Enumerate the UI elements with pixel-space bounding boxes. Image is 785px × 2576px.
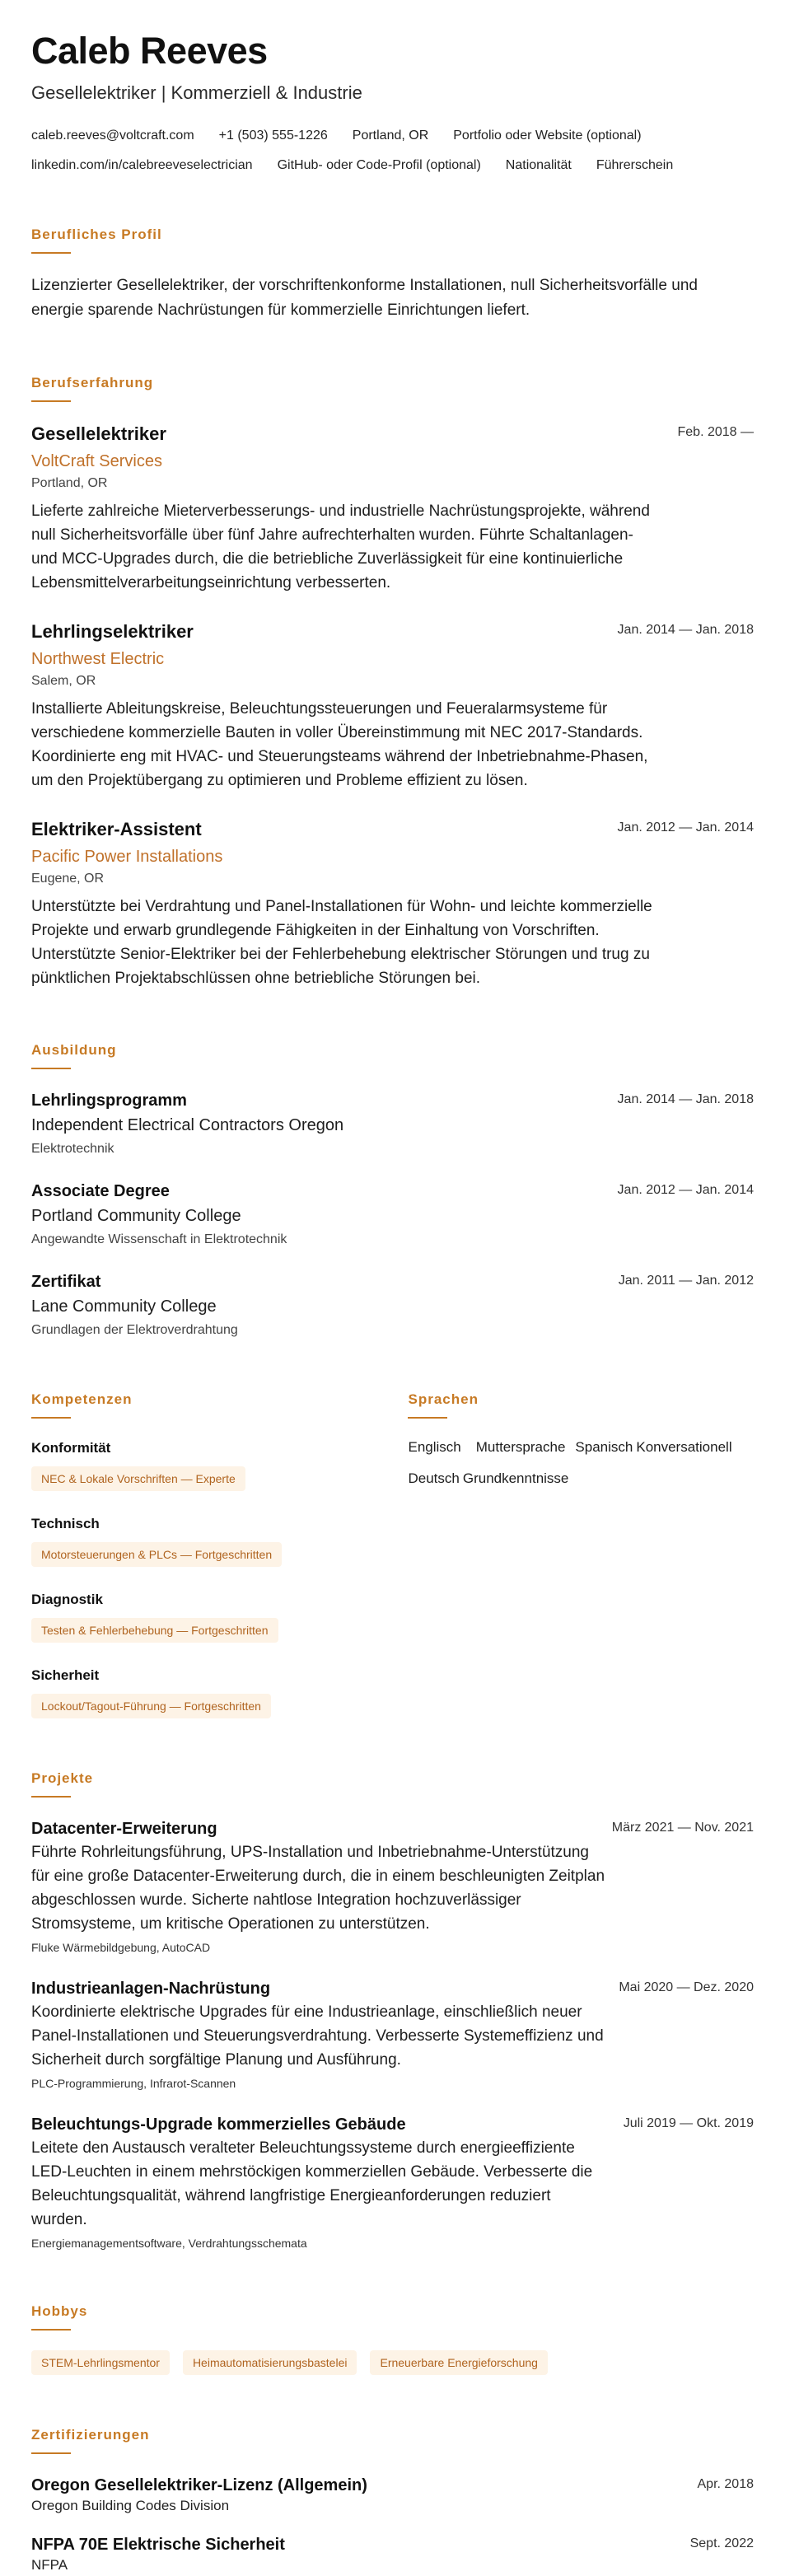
certification-date: Apr. 2018 <box>697 2477 754 2491</box>
experience-item <box>31 817 754 990</box>
language-level: Muttersprache <box>475 1439 566 1455</box>
certification-issuer: NFPA <box>31 2557 68 2573</box>
hobbies-section <box>31 2303 754 2375</box>
section-title: Ausbildung <box>31 1042 117 1058</box>
project-title: Datacenter-Erweiterung <box>31 1820 217 1838</box>
section-title: Zertifizierungen <box>31 2427 150 2443</box>
language-item <box>408 1470 568 1488</box>
resume-header <box>31 28 754 175</box>
job-title: Elektriker-Assistent <box>31 819 202 839</box>
contact-location: Portland, OR <box>352 129 429 143</box>
contact-email[interactable]: caleb.reeves@voltcraft.com <box>31 129 194 143</box>
project-description: Koordinierte elektrische Upgrades für eine Industrieanlage, einschließlich neuer Panel-Installationen und Steuerungsverdrahtung. Verbesserte Systemeffizienz und Sicherheit durch sorgfältige Planung und Ausführung. <box>31 2003 604 2069</box>
contact-github[interactable]: GitHub- oder Code-Profil (optional) <box>277 158 481 172</box>
school: Portland Community College <box>31 1207 241 1225</box>
degree: Zertifikat <box>31 1273 101 1291</box>
project-tools: Fluke Wärmebildgebung, AutoCAD <box>31 1941 211 1954</box>
certification-issuer: Oregon Building Codes Division <box>31 2498 230 2513</box>
candidate-headline: Gesellelektriker | Kommerziell & Industrie <box>31 82 362 103</box>
field-of-study: Elektrotechnik <box>31 1142 114 1156</box>
school: Lane Community College <box>31 1297 217 1316</box>
certification-item <box>31 2474 754 2515</box>
degree: Associate Degree <box>31 1182 170 1200</box>
candidate-name: Caleb Reeves <box>31 30 268 72</box>
contact-nationality: Nationalität <box>505 158 572 172</box>
certification-item <box>31 2533 754 2574</box>
hobby-list <box>31 2350 754 2375</box>
project-title: Beleuchtungs-Upgrade kommerzielles Gebäude <box>31 2115 406 2134</box>
skill-pill: NEC & Lokale Vorschriften — Experte <box>31 1466 245 1491</box>
contact-phone[interactable]: +1 (503) 555-1226 <box>218 129 328 143</box>
skill-pill: Motorsteuerungen & PLCs — Fortgeschritten <box>31 1542 282 1567</box>
section-title: Hobbys <box>31 2303 88 2319</box>
job-description: Unterstützte bei Verdrahtung und Panel-Installationen für Wohn- und leichte kommerzielle Projekte und erwarb grundlegende Fähigkeiten in der Einhaltung von Vorschriften. Unterstützte Senior-Elektriker bei der Fehlerbehebung elektrischer Störungen und trug zu pünktlichen Projektabschlüssen ohne betriebliche Störungen bei. <box>31 898 652 987</box>
skill-pill: Testen & Fehlerbehebung — Fortgeschritten <box>31 1618 278 1643</box>
project-date: Mai 2020 — Dez. 2020 <box>619 1980 754 1994</box>
field-of-study: Angewandte Wissenschaft in Elektrotechnik <box>31 1232 287 1246</box>
skill-pill: Lockout/Tagout-Führung — Fortgeschritten <box>31 1694 271 1718</box>
certification-title: Oregon Gesellelektriker-Lizenz (Allgemein) <box>31 2476 367 2494</box>
skill-category: Diagnostik <box>31 1592 103 1607</box>
section-divider <box>31 2452 71 2454</box>
skill-category: Konformität <box>31 1440 111 1456</box>
languages-section <box>408 1391 754 1718</box>
hobby-pill: STEM-Lehrlingsmentor <box>31 2350 170 2375</box>
education-item <box>31 1180 754 1249</box>
experience-item <box>31 422 754 595</box>
section-divider <box>31 1417 71 1419</box>
skill-group <box>31 1438 408 1491</box>
section-title: Projekte <box>31 1770 94 1786</box>
education-item <box>31 1270 754 1339</box>
project-date: Juli 2019 — Okt. 2019 <box>623 2116 754 2130</box>
job-title: Gesellelektriker <box>31 423 166 444</box>
language-name: Englisch <box>408 1439 461 1455</box>
language-item <box>408 1438 565 1456</box>
language-level: Grundkenntnisse <box>462 1470 569 1486</box>
section-divider <box>31 252 71 254</box>
hobby-pill: Erneuerbare Energieforschung <box>370 2350 547 2375</box>
job-title: Lehrlingselektriker <box>31 621 194 642</box>
skills-section <box>31 1391 408 1718</box>
education-date: Jan. 2012 — Jan. 2014 <box>617 1183 754 1197</box>
job-date: Jan. 2012 — Jan. 2014 <box>617 820 754 835</box>
job-location: Eugene, OR <box>31 872 105 886</box>
project-title: Industrieanlagen-Nachrüstung <box>31 1980 271 1998</box>
skill-group <box>31 1514 408 1567</box>
field-of-study: Grundlagen der Elektroverdrahtung <box>31 1323 238 1337</box>
section-title: Kompetenzen <box>31 1391 133 1407</box>
section-divider <box>31 1796 71 1798</box>
skills-languages-row <box>31 1391 754 1718</box>
education-item <box>31 1089 754 1158</box>
education-date: Jan. 2014 — Jan. 2018 <box>617 1092 754 1106</box>
job-location: Portland, OR <box>31 476 108 490</box>
school: Independent Electrical Contractors Oregon <box>31 1116 344 1134</box>
projects-section <box>31 1770 754 2251</box>
project-item <box>31 1817 754 1956</box>
section-title: Berufliches Profil <box>31 227 162 242</box>
project-tools: PLC-Programmierung, Infrarot-Scannen <box>31 2077 236 2090</box>
skill-group <box>31 1666 408 1718</box>
contact-portfolio[interactable]: Portfolio oder Website (optional) <box>453 129 642 143</box>
profile-summary: Lizenzierter Gesellelektriker, der vorschriftenkonforme Installationen, null Sicherheitsvorfälle und energie sparende Nachrüstungen für kommerzielle Einrichtungen liefert. <box>31 277 698 319</box>
contact-linkedin[interactable]: linkedin.com/in/calebreeveselectrician <box>31 158 253 172</box>
job-description: Installierte Ableitungskreise, Beleuchtungssteuerungen und Feueralarmsysteme für verschiedene kommerzielle Bauten in voller Übereinstimmung mit NEC 2017-Standards. Koordinierte eng mit HVAC- und Steuerungsteams während der Inbetriebnahme-Phasen, um den Projektübergang zu optimieren und Probleme effizient zu lösen. <box>31 700 648 789</box>
skill-group <box>31 1590 408 1643</box>
language-name: Spanisch <box>575 1439 633 1455</box>
hobby-pill: Heimautomatisierungsbastelei <box>183 2350 357 2375</box>
education-section <box>31 1041 754 1339</box>
job-company: Pacific Power Installations <box>31 848 223 866</box>
section-divider <box>408 1417 447 1419</box>
education-date: Jan. 2011 — Jan. 2012 <box>618 1274 754 1288</box>
section-title: Sprachen <box>408 1391 479 1407</box>
profile-section <box>31 226 754 323</box>
experience-section <box>31 374 754 990</box>
project-item <box>31 1977 754 2092</box>
project-tools: Energiemanagementsoftware, Verdrahtungsschemata <box>31 2237 307 2250</box>
skill-category: Technisch <box>31 1516 100 1531</box>
job-date: Feb. 2018 — <box>677 425 754 439</box>
contact-license: Führerschein <box>596 158 674 172</box>
job-description: Lieferte zahlreiche Mieterverbesserungs- und industrielle Nachrüstungsprojekte, während null Sicherheitsvorfälle über fünf Jahre aufrechterhalten wurden. Führte Schaltanlagen- und MCC-Upgrades durch, die die betriebliche Zuverlässigkeit für eine kontinuierliche Lebensmittelverarbeitungseinrichtung verbesserten. <box>31 503 650 591</box>
certification-date: Sept. 2022 <box>689 2536 754 2550</box>
project-description: Führte Rohrleitungsführung, UPS-Installation und Inbetriebnahme-Unterstützung für eine große Datacenter-Erweiterung durch, die in einem beschleunigten Zeitplan abgeschlossen wurde. Sicherte nahtlose Integration hochzuverlässiger Stromsysteme, um kritische Operationen zu unterstützen. <box>31 1844 605 1933</box>
project-item <box>31 2113 754 2251</box>
section-divider <box>31 400 71 402</box>
section-divider <box>31 2329 71 2331</box>
certification-title: NFPA 70E Elektrische Sicherheit <box>31 2536 285 2554</box>
project-date: März 2021 — Nov. 2021 <box>611 1821 754 1835</box>
job-company: Northwest Electric <box>31 650 165 668</box>
language-list <box>408 1438 754 1488</box>
contact-list <box>31 127 754 175</box>
job-location: Salem, OR <box>31 674 96 688</box>
certifications-section <box>31 2426 754 2574</box>
experience-item <box>31 619 754 792</box>
degree: Lehrlingsprogramm <box>31 1092 187 1110</box>
job-date: Jan. 2014 — Jan. 2018 <box>617 623 754 637</box>
language-name: Deutsch <box>408 1470 460 1486</box>
language-level: Konversationell <box>636 1439 732 1455</box>
skill-category: Sicherheit <box>31 1667 100 1683</box>
section-divider <box>31 1068 71 1069</box>
project-description: Leitete den Austausch veralteter Beleuchtungssysteme durch energieeffiziente LED-Leuchten in einem mehrstöckigen kommerziellen Gebäude. Verbesserte die Beleuchtungsqualität, während langfristige Energieanforderungen reduziert wurden. <box>31 2139 593 2228</box>
job-company: VoltCraft Services <box>31 452 162 470</box>
section-title: Berufserfahrung <box>31 375 154 390</box>
language-item <box>575 1438 731 1456</box>
